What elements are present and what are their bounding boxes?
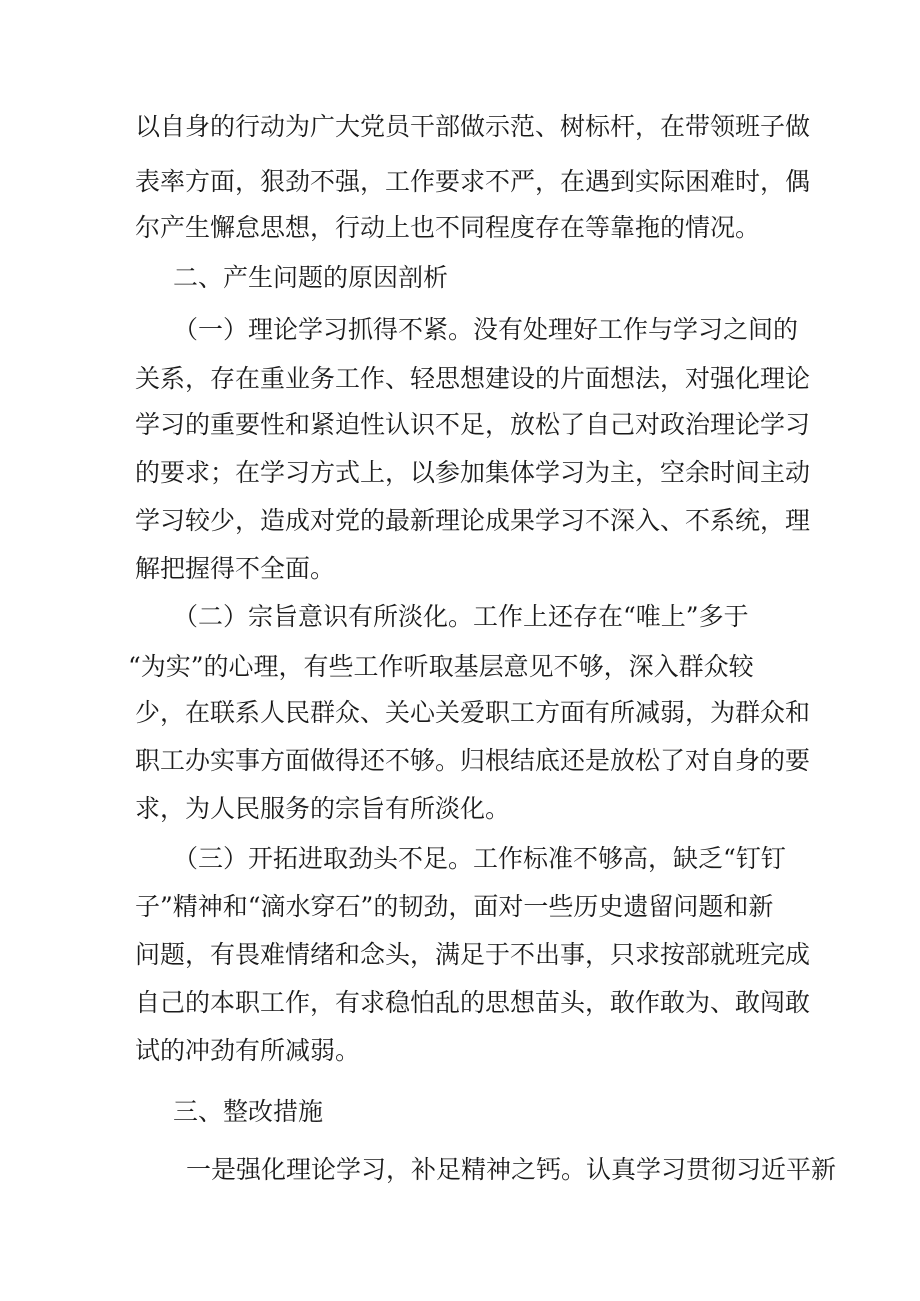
section-1-line-3: 学习的重要性和紧迫性认识不足，放松了自己对政治理论学习 [135,410,811,439]
paragraph-1-line-1: 以自身的行动为广大党员干部做示范、树标杆，在带领班子做 [135,112,811,141]
paragraph-1-line-2: 表率方面，狠劲不强，工作要求不严，在遇到实际困难时，偶 [135,167,811,196]
section-2-line-2: “为实”的心理，有些工作听取基层意见不够，深入群众较 [128,652,754,681]
section-2-line-4: 职工办实事方面做得还不够。归根结底还是放松了对自身的要 [135,746,811,775]
section-3-line-2: 子”精神和“滴水穿石”的韧劲，面对一些历史遗留问题和新 [135,892,774,921]
section-3-line-3: 问题，有畏难情绪和念头，满足于不出事，只求按部就班完成 [135,940,811,969]
section-3-line-4: 自己的本职工作，有求稳怕乱的思想苗头，敢作敢为、敢闯敢 [135,988,811,1017]
section-1-line-2: 关系，存在重业务工作、轻思想建设的片面想法，对强化理论 [135,364,811,393]
section-2-line-3: 少，在联系人民群众、关心关爱职工方面有所减弱，为群众和 [135,698,811,727]
section-3-line-5: 试的冲劲有所减弱。 [135,1036,361,1065]
section-3-line-1: （三）开拓进取劲头不足。工作标准不够高，缺乏“钉钉 [173,844,786,873]
section-1-line-1: （一）理论学习抓得不紧。没有处理好工作与学习之间的 [173,315,799,344]
section-2-line-5: 求，为人民服务的宗旨有所淡化。 [135,794,511,823]
section-1-line-5: 学习较少，造成对党的最新理论成果学习不深入、不系统，理 [135,506,811,535]
section-heading-causes: 二、产生问题的原因剖析 [173,263,449,292]
section-2-line-1: （二）宗旨意识有所淡化。工作上还存在“唯上”多于 [173,602,749,631]
section-1-line-6: 解把握得不全面。 [135,554,336,583]
measure-1-line-1: 一是强化理论学习，补足精神之钙。认真学习贯彻习近平新 [186,1155,837,1184]
paragraph-1-line-3: 尔产生懈怠思想，行动上也不同程度存在等靠拖的情况。 [135,213,761,242]
section-1-line-4: 的要求；在学习方式上，以参加集体学习为主，空余时间主动 [135,458,811,487]
section-heading-measures: 三、整改措施 [173,1097,324,1126]
